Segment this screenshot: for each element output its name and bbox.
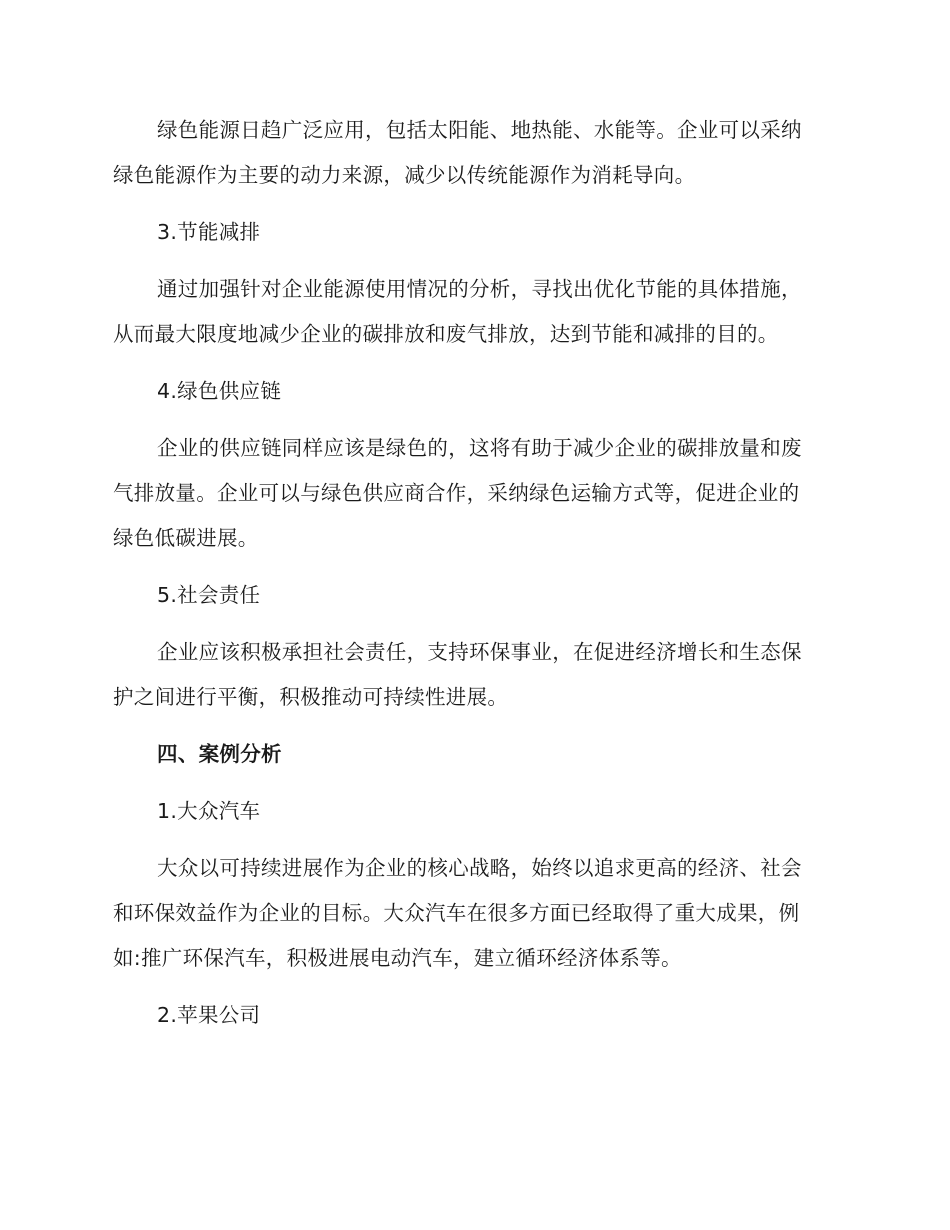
section-heading: 1.大众汽车 <box>157 799 261 823</box>
paragraph-line: 从而最大限度地减少企业的碳排放和废气排放，达到节能和减排的目的。 <box>113 322 779 346</box>
paragraph-line: 护之间进行平衡，积极推动可持续性进展。 <box>113 685 509 709</box>
section-heading: 2.苹果公司 <box>157 1003 261 1027</box>
paragraph-line: 和环保效益作为企业的目标。大众汽车在很多方面已经取得了重大成果，例 <box>113 901 800 925</box>
paragraph-line: 绿色能源作为主要的动力来源，减少以传统能源作为消耗导向。 <box>113 163 696 187</box>
paragraph-line: 企业的供应链同样应该是绿色的，这将有助于减少企业的碳排放量和废 <box>157 436 802 460</box>
section-heading: 3.节能减排 <box>157 220 261 244</box>
section-heading: 4.绿色供应链 <box>157 379 282 403</box>
paragraph-line: 企业应该积极承担社会责任，支持环保事业，在促进经济增长和生态保 <box>157 640 802 664</box>
paragraph-line: 大众以可持续进展作为企业的核心战略，始终以追求更高的经济、社会 <box>157 856 802 880</box>
paragraph-line: 气排放量。企业可以与绿色供应商合作，采纳绿色运输方式等，促进企业的 <box>113 481 800 505</box>
paragraph-line: 如:推广环保汽车，积极进展电动汽车，建立循环经济体系等。 <box>113 946 682 970</box>
section-heading: 5.社会责任 <box>157 583 261 607</box>
paragraph-line: 绿色低碳进展。 <box>113 526 259 550</box>
paragraph-line: 通过加强针对企业能源使用情况的分析，寻找出优化节能的具体措施， <box>157 277 802 301</box>
chapter-heading: 四、案例分析 <box>157 742 282 766</box>
paragraph-line: 绿色能源日趋广泛应用，包括太阳能、地热能、水能等。企业可以采纳 <box>157 118 802 142</box>
